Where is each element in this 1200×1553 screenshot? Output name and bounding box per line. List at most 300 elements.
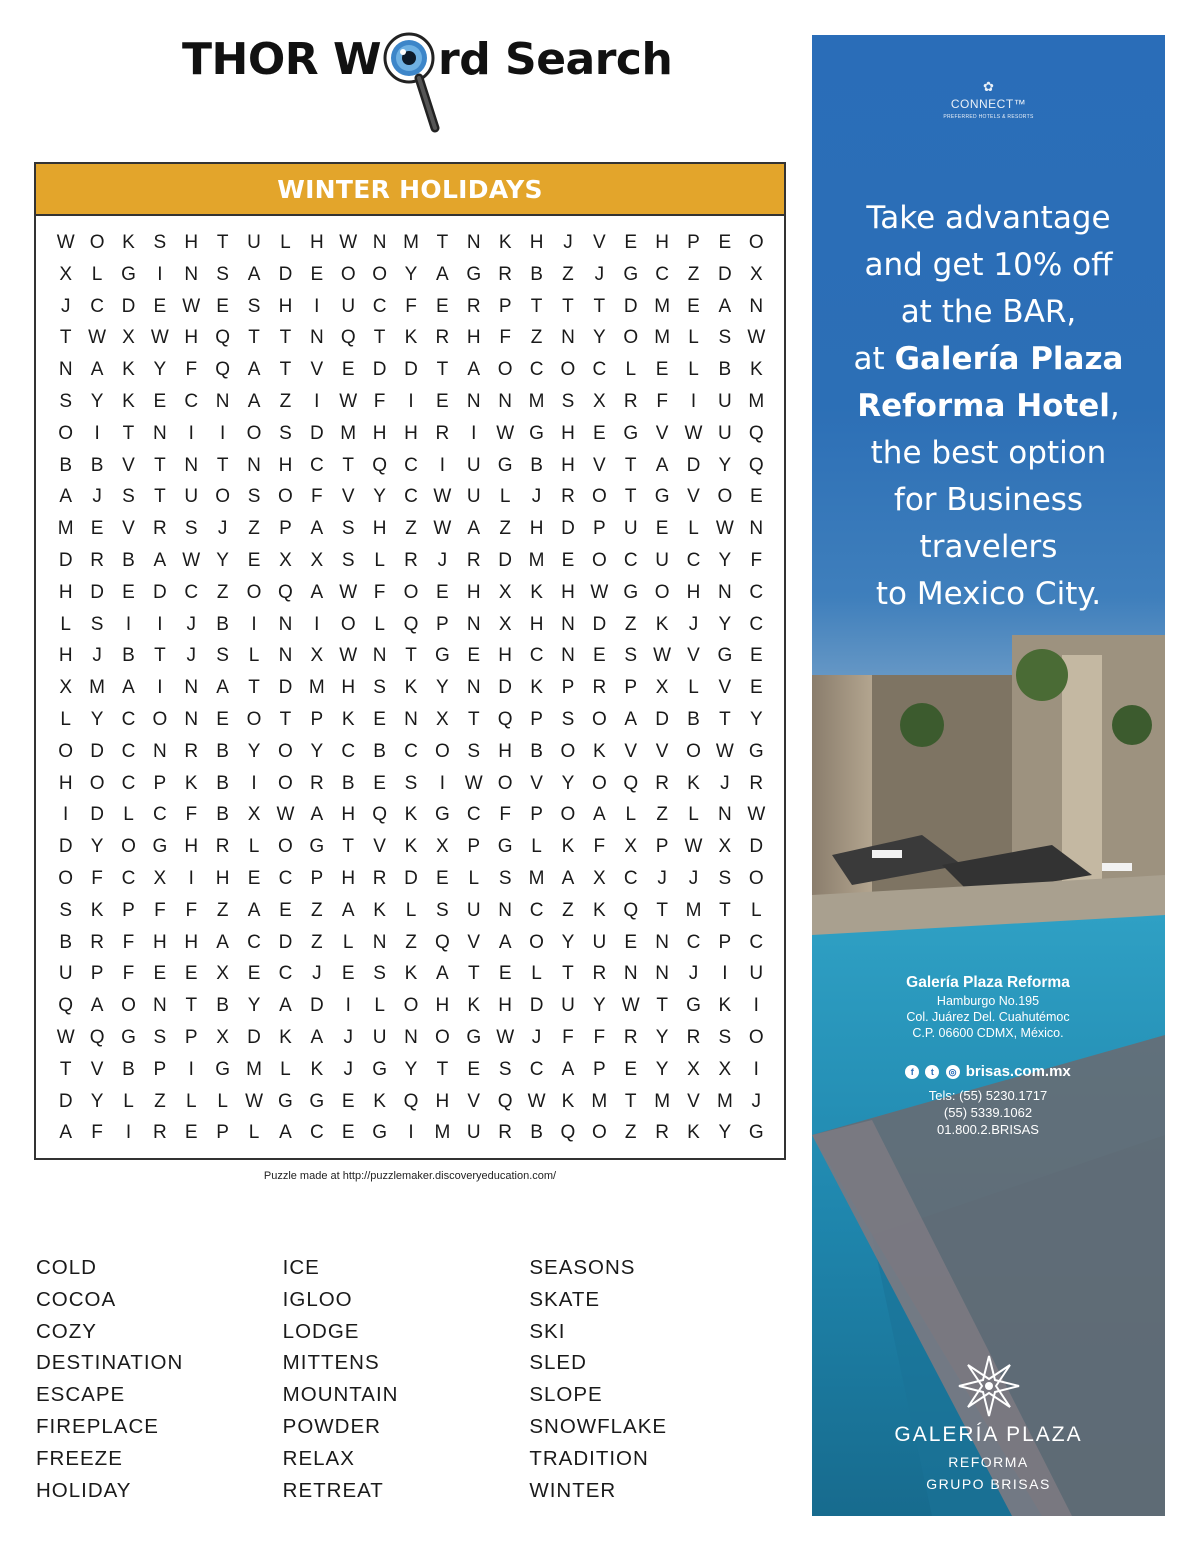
grid-letter[interactable]: N <box>561 613 575 635</box>
grid-letter[interactable]: H <box>529 613 544 635</box>
grid-letter[interactable]: R <box>561 486 575 508</box>
grid-letter[interactable]: B <box>530 263 543 285</box>
grid-letter[interactable]: A <box>247 359 261 381</box>
grid-letter[interactable]: C <box>466 804 481 826</box>
grid-letter[interactable]: L <box>248 836 260 858</box>
grid-letter[interactable]: H <box>184 232 199 253</box>
grid-letter[interactable]: W <box>464 772 483 794</box>
grid-letter[interactable]: H <box>498 995 513 1017</box>
grid-letter[interactable]: C <box>153 804 167 826</box>
grid-letter[interactable]: J <box>312 963 322 985</box>
grid-letter[interactable]: J <box>594 263 605 285</box>
grid-letter[interactable]: I <box>439 454 446 476</box>
grid-letter[interactable]: N <box>466 677 481 699</box>
grid-letter[interactable]: P <box>718 931 732 953</box>
grid-letter[interactable]: Z <box>216 899 229 921</box>
grid-letter[interactable]: K <box>404 804 418 826</box>
grid-letter[interactable]: T <box>624 486 637 508</box>
grid-letter[interactable]: A <box>247 899 261 921</box>
grid-letter[interactable]: Y <box>153 359 167 381</box>
grid-letter[interactable]: D <box>121 295 136 317</box>
grid-letter[interactable]: N <box>498 899 513 921</box>
grid-letter[interactable]: P <box>655 836 669 858</box>
grid-letter[interactable]: C <box>686 549 701 571</box>
grid-letter[interactable]: O <box>717 486 733 508</box>
grid-letter[interactable]: E <box>341 963 355 985</box>
grid-letter[interactable]: H <box>435 1090 450 1112</box>
grid-letter[interactable]: H <box>278 295 293 317</box>
grid-letter[interactable]: W <box>182 549 201 571</box>
grid-letter[interactable]: S <box>467 740 481 762</box>
grid-letter[interactable]: H <box>309 232 324 253</box>
grid-letter[interactable]: B <box>216 613 229 635</box>
grid-letter[interactable]: S <box>718 327 732 349</box>
grid-letter[interactable]: S <box>122 486 135 508</box>
grid-letter[interactable]: O <box>403 581 419 603</box>
grid-letter[interactable]: Y <box>90 1090 104 1112</box>
grid-letter[interactable]: Z <box>405 931 417 953</box>
grid-letter[interactable]: G <box>372 1058 387 1080</box>
grid-letter[interactable]: E <box>655 518 669 540</box>
grid-letter[interactable]: D <box>58 549 73 571</box>
grid-letter[interactable]: D <box>498 549 513 571</box>
grid-letter[interactable]: X <box>310 549 324 571</box>
grid-letter[interactable]: I <box>63 804 69 826</box>
grid-letter[interactable]: H <box>58 772 73 794</box>
grid-letter[interactable]: M <box>340 422 357 444</box>
grid-letter[interactable]: W <box>88 327 107 349</box>
grid-letter[interactable]: D <box>404 867 418 889</box>
grid-letter[interactable]: Q <box>560 1122 576 1144</box>
grid-letter[interactable]: O <box>58 422 74 444</box>
grid-letter[interactable]: F <box>593 836 606 858</box>
grid-letter[interactable]: C <box>529 1058 544 1080</box>
grid-letter[interactable]: H <box>466 581 481 603</box>
grid-letter[interactable]: Z <box>562 263 574 285</box>
grid-letter[interactable]: P <box>530 708 543 730</box>
grid-letter[interactable]: D <box>90 581 104 603</box>
grid-letter[interactable]: N <box>58 359 73 381</box>
grid-letter[interactable]: O <box>434 740 450 762</box>
grid-letter[interactable]: V <box>655 422 669 444</box>
grid-letter[interactable]: O <box>246 581 262 603</box>
grid-letter[interactable]: I <box>220 422 226 444</box>
grid-letter[interactable]: J <box>531 486 542 508</box>
grid-letter[interactable]: V <box>90 1058 104 1080</box>
grid-letter[interactable]: S <box>216 645 229 667</box>
grid-letter[interactable]: A <box>247 390 261 412</box>
grid-letter[interactable]: M <box>246 1058 262 1080</box>
grid-letter[interactable]: V <box>592 232 606 253</box>
grid-letter[interactable]: I <box>345 995 351 1017</box>
grid-letter[interactable]: Y <box>655 1058 669 1080</box>
grid-letter[interactable]: J <box>688 963 699 985</box>
grid-letter[interactable]: R <box>184 740 199 762</box>
grid-letter[interactable]: N <box>749 518 764 540</box>
grid-letter[interactable]: P <box>216 1122 229 1144</box>
grid-letter[interactable]: W <box>621 995 640 1017</box>
grid-letter[interactable]: L <box>280 1058 291 1080</box>
grid-letter[interactable]: Z <box>154 1090 166 1112</box>
grid-letter[interactable]: Z <box>687 263 700 285</box>
grid-letter[interactable]: Y <box>718 549 732 571</box>
grid-letter[interactable]: S <box>498 1058 512 1080</box>
grid-letter[interactable]: O <box>340 263 356 285</box>
grid-letter[interactable]: L <box>248 645 260 667</box>
grid-letter[interactable]: U <box>749 963 764 985</box>
grid-letter[interactable]: L <box>60 708 71 730</box>
grid-letter[interactable]: N <box>184 708 199 730</box>
grid-letter[interactable]: G <box>497 454 513 476</box>
grid-letter[interactable]: Z <box>656 804 668 826</box>
grid-letter[interactable]: E <box>153 390 167 412</box>
grid-letter[interactable]: E <box>247 867 261 889</box>
grid-letter[interactable]: W <box>496 422 515 444</box>
grid-letter[interactable]: E <box>279 899 292 921</box>
grid-letter[interactable]: J <box>657 867 667 889</box>
grid-letter[interactable]: G <box>309 836 325 858</box>
grid-letter[interactable]: L <box>342 931 354 953</box>
grid-letter[interactable]: K <box>592 899 606 921</box>
grid-letter[interactable]: T <box>342 836 355 858</box>
grid-letter[interactable]: D <box>278 931 293 953</box>
grid-letter[interactable]: E <box>310 263 324 285</box>
grid-letter[interactable]: O <box>58 867 74 889</box>
grid-letter[interactable]: P <box>279 518 292 540</box>
grid-letter[interactable]: L <box>531 963 542 985</box>
grid-letter[interactable]: D <box>623 295 638 317</box>
grid-letter[interactable]: Q <box>372 804 387 826</box>
grid-letter[interactable]: U <box>184 486 199 508</box>
grid-letter[interactable]: C <box>623 867 638 889</box>
facebook-icon[interactable]: f <box>905 1065 919 1079</box>
grid-letter[interactable]: R <box>404 549 418 571</box>
grid-letter[interactable]: L <box>217 1090 228 1112</box>
grid-letter[interactable]: K <box>310 1058 324 1080</box>
grid-letter[interactable]: E <box>624 1058 638 1080</box>
grid-letter[interactable]: N <box>247 454 261 476</box>
grid-letter[interactable]: A <box>592 804 606 826</box>
grid-letter[interactable]: J <box>688 613 699 635</box>
grid-letter[interactable]: U <box>341 295 356 317</box>
grid-letter[interactable]: C <box>341 740 356 762</box>
grid-letter[interactable]: M <box>685 899 702 921</box>
grid-letter[interactable]: W <box>715 518 734 540</box>
grid-letter[interactable]: E <box>122 581 135 603</box>
grid-letter[interactable]: O <box>89 772 105 794</box>
grid-letter[interactable]: D <box>498 677 513 699</box>
grid-letter[interactable]: K <box>404 677 418 699</box>
grid-letter[interactable]: F <box>656 390 668 412</box>
instagram-icon[interactable]: ◎ <box>946 1065 960 1079</box>
grid-letter[interactable]: R <box>749 772 764 794</box>
grid-letter[interactable]: V <box>530 772 543 794</box>
grid-letter[interactable]: N <box>278 645 293 667</box>
grid-letter[interactable]: Y <box>655 1026 669 1048</box>
grid-letter[interactable]: C <box>623 549 638 571</box>
grid-letter[interactable]: E <box>436 581 449 603</box>
grid-letter[interactable]: L <box>499 486 511 508</box>
grid-letter[interactable]: M <box>654 1090 671 1112</box>
grid-letter[interactable]: R <box>498 263 513 285</box>
grid-letter[interactable]: H <box>58 645 73 667</box>
grid-letter[interactable]: D <box>529 995 544 1017</box>
grid-letter[interactable]: T <box>436 359 449 381</box>
grid-letter[interactable]: H <box>278 454 293 476</box>
grid-letter[interactable]: D <box>718 263 732 285</box>
grid-letter[interactable]: L <box>374 995 385 1017</box>
grid-letter[interactable]: C <box>309 1122 324 1144</box>
grid-letter[interactable]: Y <box>718 454 732 476</box>
grid-letter[interactable]: X <box>247 804 261 826</box>
grid-letter[interactable]: G <box>215 1058 231 1080</box>
grid-letter[interactable]: R <box>466 549 481 571</box>
grid-letter[interactable]: P <box>184 1026 198 1048</box>
grid-letter[interactable]: G <box>309 1090 325 1112</box>
grid-letter[interactable]: S <box>341 518 355 540</box>
grid-letter[interactable]: R <box>90 549 104 571</box>
grid-letter[interactable]: C <box>309 454 324 476</box>
grid-letter[interactable]: N <box>184 263 199 285</box>
grid-letter[interactable]: E <box>247 549 261 571</box>
grid-letter[interactable]: C <box>278 867 293 889</box>
grid-letter[interactable]: B <box>216 804 229 826</box>
grid-letter[interactable]: H <box>372 422 387 444</box>
grid-letter[interactable]: H <box>341 804 356 826</box>
grid-letter[interactable]: Q <box>497 1090 513 1112</box>
grid-letter[interactable]: W <box>684 836 703 858</box>
grid-letter[interactable]: A <box>153 549 167 571</box>
grid-letter[interactable]: B <box>687 708 700 730</box>
grid-letter[interactable]: Y <box>247 995 261 1017</box>
grid-letter[interactable]: D <box>309 422 324 444</box>
grid-letter[interactable]: H <box>184 327 199 349</box>
grid-letter[interactable]: T <box>624 1090 637 1112</box>
grid-letter[interactable]: D <box>749 836 764 858</box>
grid-letter[interactable]: O <box>560 804 576 826</box>
grid-letter[interactable]: Q <box>434 931 450 953</box>
grid-letter[interactable]: H <box>341 677 356 699</box>
grid-letter[interactable]: T <box>248 677 260 699</box>
grid-letter[interactable]: L <box>468 867 480 889</box>
grid-letter[interactable]: K <box>530 677 543 699</box>
grid-letter[interactable]: K <box>90 899 104 921</box>
grid-letter[interactable]: M <box>528 390 545 412</box>
grid-letter[interactable]: I <box>314 295 320 317</box>
grid-letter[interactable]: N <box>372 645 387 667</box>
grid-letter[interactable]: X <box>122 327 135 349</box>
grid-letter[interactable]: K <box>404 836 418 858</box>
grid-letter[interactable]: L <box>280 232 291 253</box>
grid-letter[interactable]: J <box>186 613 196 635</box>
grid-letter[interactable]: P <box>530 804 543 826</box>
grid-letter[interactable]: T <box>467 708 480 730</box>
grid-letter[interactable]: K <box>467 995 481 1017</box>
grid-letter[interactable]: C <box>592 359 607 381</box>
grid-letter[interactable]: D <box>90 740 104 762</box>
grid-letter[interactable]: E <box>341 1090 355 1112</box>
grid-letter[interactable]: Q <box>278 581 293 603</box>
grid-letter[interactable]: K <box>341 708 355 730</box>
grid-letter[interactable]: J <box>688 867 699 889</box>
grid-letter[interactable]: C <box>529 645 544 667</box>
grid-letter[interactable]: O <box>560 740 576 762</box>
grid-letter[interactable]: L <box>531 836 542 858</box>
grid-letter[interactable]: H <box>153 931 167 953</box>
grid-letter[interactable]: D <box>655 708 669 730</box>
grid-letter[interactable]: T <box>122 422 135 444</box>
grid-letter[interactable]: Y <box>561 772 575 794</box>
grid-letter[interactable]: H <box>529 518 544 540</box>
grid-letter[interactable]: A <box>310 518 324 540</box>
grid-letter[interactable]: P <box>498 295 512 317</box>
grid-letter[interactable]: L <box>688 327 699 349</box>
grid-letter[interactable]: A <box>341 899 355 921</box>
grid-letter[interactable]: S <box>153 232 167 253</box>
grid-letter[interactable]: I <box>125 613 132 635</box>
grid-letter[interactable]: N <box>153 995 167 1017</box>
grid-letter[interactable]: R <box>153 518 167 540</box>
grid-letter[interactable]: F <box>750 549 763 571</box>
grid-letter[interactable]: O <box>497 772 513 794</box>
grid-letter[interactable]: J <box>60 295 71 317</box>
grid-letter[interactable]: X <box>592 867 606 889</box>
grid-letter[interactable]: A <box>436 263 449 285</box>
grid-letter[interactable]: H <box>58 581 73 603</box>
grid-letter[interactable]: O <box>278 740 293 762</box>
grid-letter[interactable]: O <box>340 613 356 635</box>
grid-letter[interactable]: A <box>90 995 104 1017</box>
grid-letter[interactable]: E <box>561 549 575 571</box>
grid-letter[interactable]: O <box>497 359 513 381</box>
grid-letter[interactable]: G <box>529 422 544 444</box>
grid-letter[interactable]: H <box>498 740 513 762</box>
grid-letter[interactable]: G <box>654 486 670 508</box>
grid-letter[interactable]: R <box>655 772 669 794</box>
grid-letter[interactable]: F <box>499 327 511 349</box>
grid-letter[interactable]: R <box>466 295 481 317</box>
grid-letter[interactable]: R <box>435 422 450 444</box>
grid-letter[interactable]: V <box>341 486 355 508</box>
grid-letter[interactable]: R <box>655 1122 669 1144</box>
grid-letter[interactable]: A <box>624 708 638 730</box>
grid-letter[interactable]: W <box>339 645 358 667</box>
grid-letter[interactable]: D <box>58 1090 73 1112</box>
grid-letter[interactable]: E <box>341 359 355 381</box>
grid-letter[interactable]: A <box>467 518 481 540</box>
grid-letter[interactable]: A <box>436 963 449 985</box>
grid-letter[interactable]: O <box>246 708 262 730</box>
grid-letter[interactable]: O <box>748 1026 764 1048</box>
grid-letter[interactable]: G <box>278 1090 293 1112</box>
grid-letter[interactable]: O <box>372 263 387 285</box>
grid-letter[interactable]: E <box>216 708 229 730</box>
grid-letter[interactable]: R <box>309 772 324 794</box>
grid-letter[interactable]: L <box>625 359 637 381</box>
grid-letter[interactable]: T <box>342 454 355 476</box>
grid-letter[interactable]: M <box>654 327 671 349</box>
grid-letter[interactable]: U <box>372 1026 387 1048</box>
grid-letter[interactable]: F <box>185 359 198 381</box>
grid-letter[interactable]: I <box>157 613 163 635</box>
grid-letter[interactable]: N <box>498 390 513 412</box>
grid-letter[interactable]: R <box>215 836 230 858</box>
grid-letter[interactable]: I <box>251 772 257 794</box>
grid-letter[interactable]: Y <box>216 549 229 571</box>
grid-letter[interactable]: P <box>592 1058 606 1080</box>
grid-letter[interactable]: N <box>561 645 575 667</box>
grid-letter[interactable]: C <box>655 263 669 285</box>
grid-letter[interactable]: X <box>436 836 449 858</box>
grid-letter[interactable]: S <box>624 645 638 667</box>
grid-letter[interactable]: B <box>530 1122 543 1144</box>
grid-letter[interactable]: L <box>688 804 699 826</box>
grid-letter[interactable]: B <box>341 772 355 794</box>
grid-letter[interactable]: S <box>718 867 732 889</box>
grid-letter[interactable]: S <box>153 1026 167 1048</box>
grid-letter[interactable]: C <box>686 931 701 953</box>
grid-letter[interactable]: Z <box>530 327 543 349</box>
grid-letter[interactable]: E <box>624 232 638 253</box>
grid-letter[interactable]: W <box>653 645 672 667</box>
grid-letter[interactable]: R <box>592 677 607 699</box>
grid-letter[interactable]: N <box>623 963 638 985</box>
grid-letter[interactable]: D <box>404 359 418 381</box>
grid-letter[interactable]: C <box>121 772 136 794</box>
grid-letter[interactable]: N <box>404 1026 418 1048</box>
grid-letter[interactable]: N <box>561 327 575 349</box>
grid-letter[interactable]: W <box>276 804 295 826</box>
grid-letter[interactable]: X <box>687 1058 700 1080</box>
grid-letter[interactable]: V <box>373 836 386 858</box>
grid-letter[interactable]: W <box>590 581 609 603</box>
grid-letter[interactable]: G <box>434 645 450 667</box>
grid-letter[interactable]: K <box>687 1122 700 1144</box>
grid-letter[interactable]: Z <box>624 1122 637 1144</box>
grid-letter[interactable]: E <box>749 677 763 699</box>
grid-letter[interactable]: I <box>439 772 446 794</box>
grid-letter[interactable]: O <box>529 931 544 953</box>
grid-letter[interactable]: K <box>561 1090 575 1112</box>
grid-letter[interactable]: O <box>152 708 168 730</box>
grid-letter[interactable]: Z <box>311 899 323 921</box>
grid-letter[interactable]: E <box>341 1122 355 1144</box>
grid-letter[interactable]: B <box>530 454 543 476</box>
grid-letter[interactable]: Q <box>748 454 764 476</box>
grid-letter[interactable]: F <box>562 1026 574 1048</box>
grid-letter[interactable]: Y <box>436 677 449 699</box>
grid-letter[interactable]: F <box>91 1122 103 1144</box>
grid-letter[interactable]: B <box>59 454 73 476</box>
grid-letter[interactable]: Y <box>718 1122 732 1144</box>
grid-letter[interactable]: O <box>560 359 576 381</box>
grid-letter[interactable]: H <box>466 327 481 349</box>
grid-letter[interactable]: D <box>278 677 293 699</box>
grid-letter[interactable]: J <box>217 518 228 540</box>
grid-letter[interactable]: K <box>687 772 700 794</box>
grid-letter[interactable]: N <box>404 708 418 730</box>
grid-letter[interactable]: N <box>466 613 481 635</box>
grid-letter[interactable]: I <box>753 995 759 1017</box>
grid-letter[interactable]: T <box>216 232 229 253</box>
grid-letter[interactable]: E <box>749 486 763 508</box>
grid-letter[interactable]: F <box>593 1026 606 1048</box>
grid-letter[interactable]: T <box>436 1058 449 1080</box>
grid-letter[interactable]: O <box>591 708 607 730</box>
grid-letter[interactable]: V <box>687 486 700 508</box>
grid-letter[interactable]: P <box>153 1058 167 1080</box>
grid-letter[interactable]: H <box>498 645 513 667</box>
